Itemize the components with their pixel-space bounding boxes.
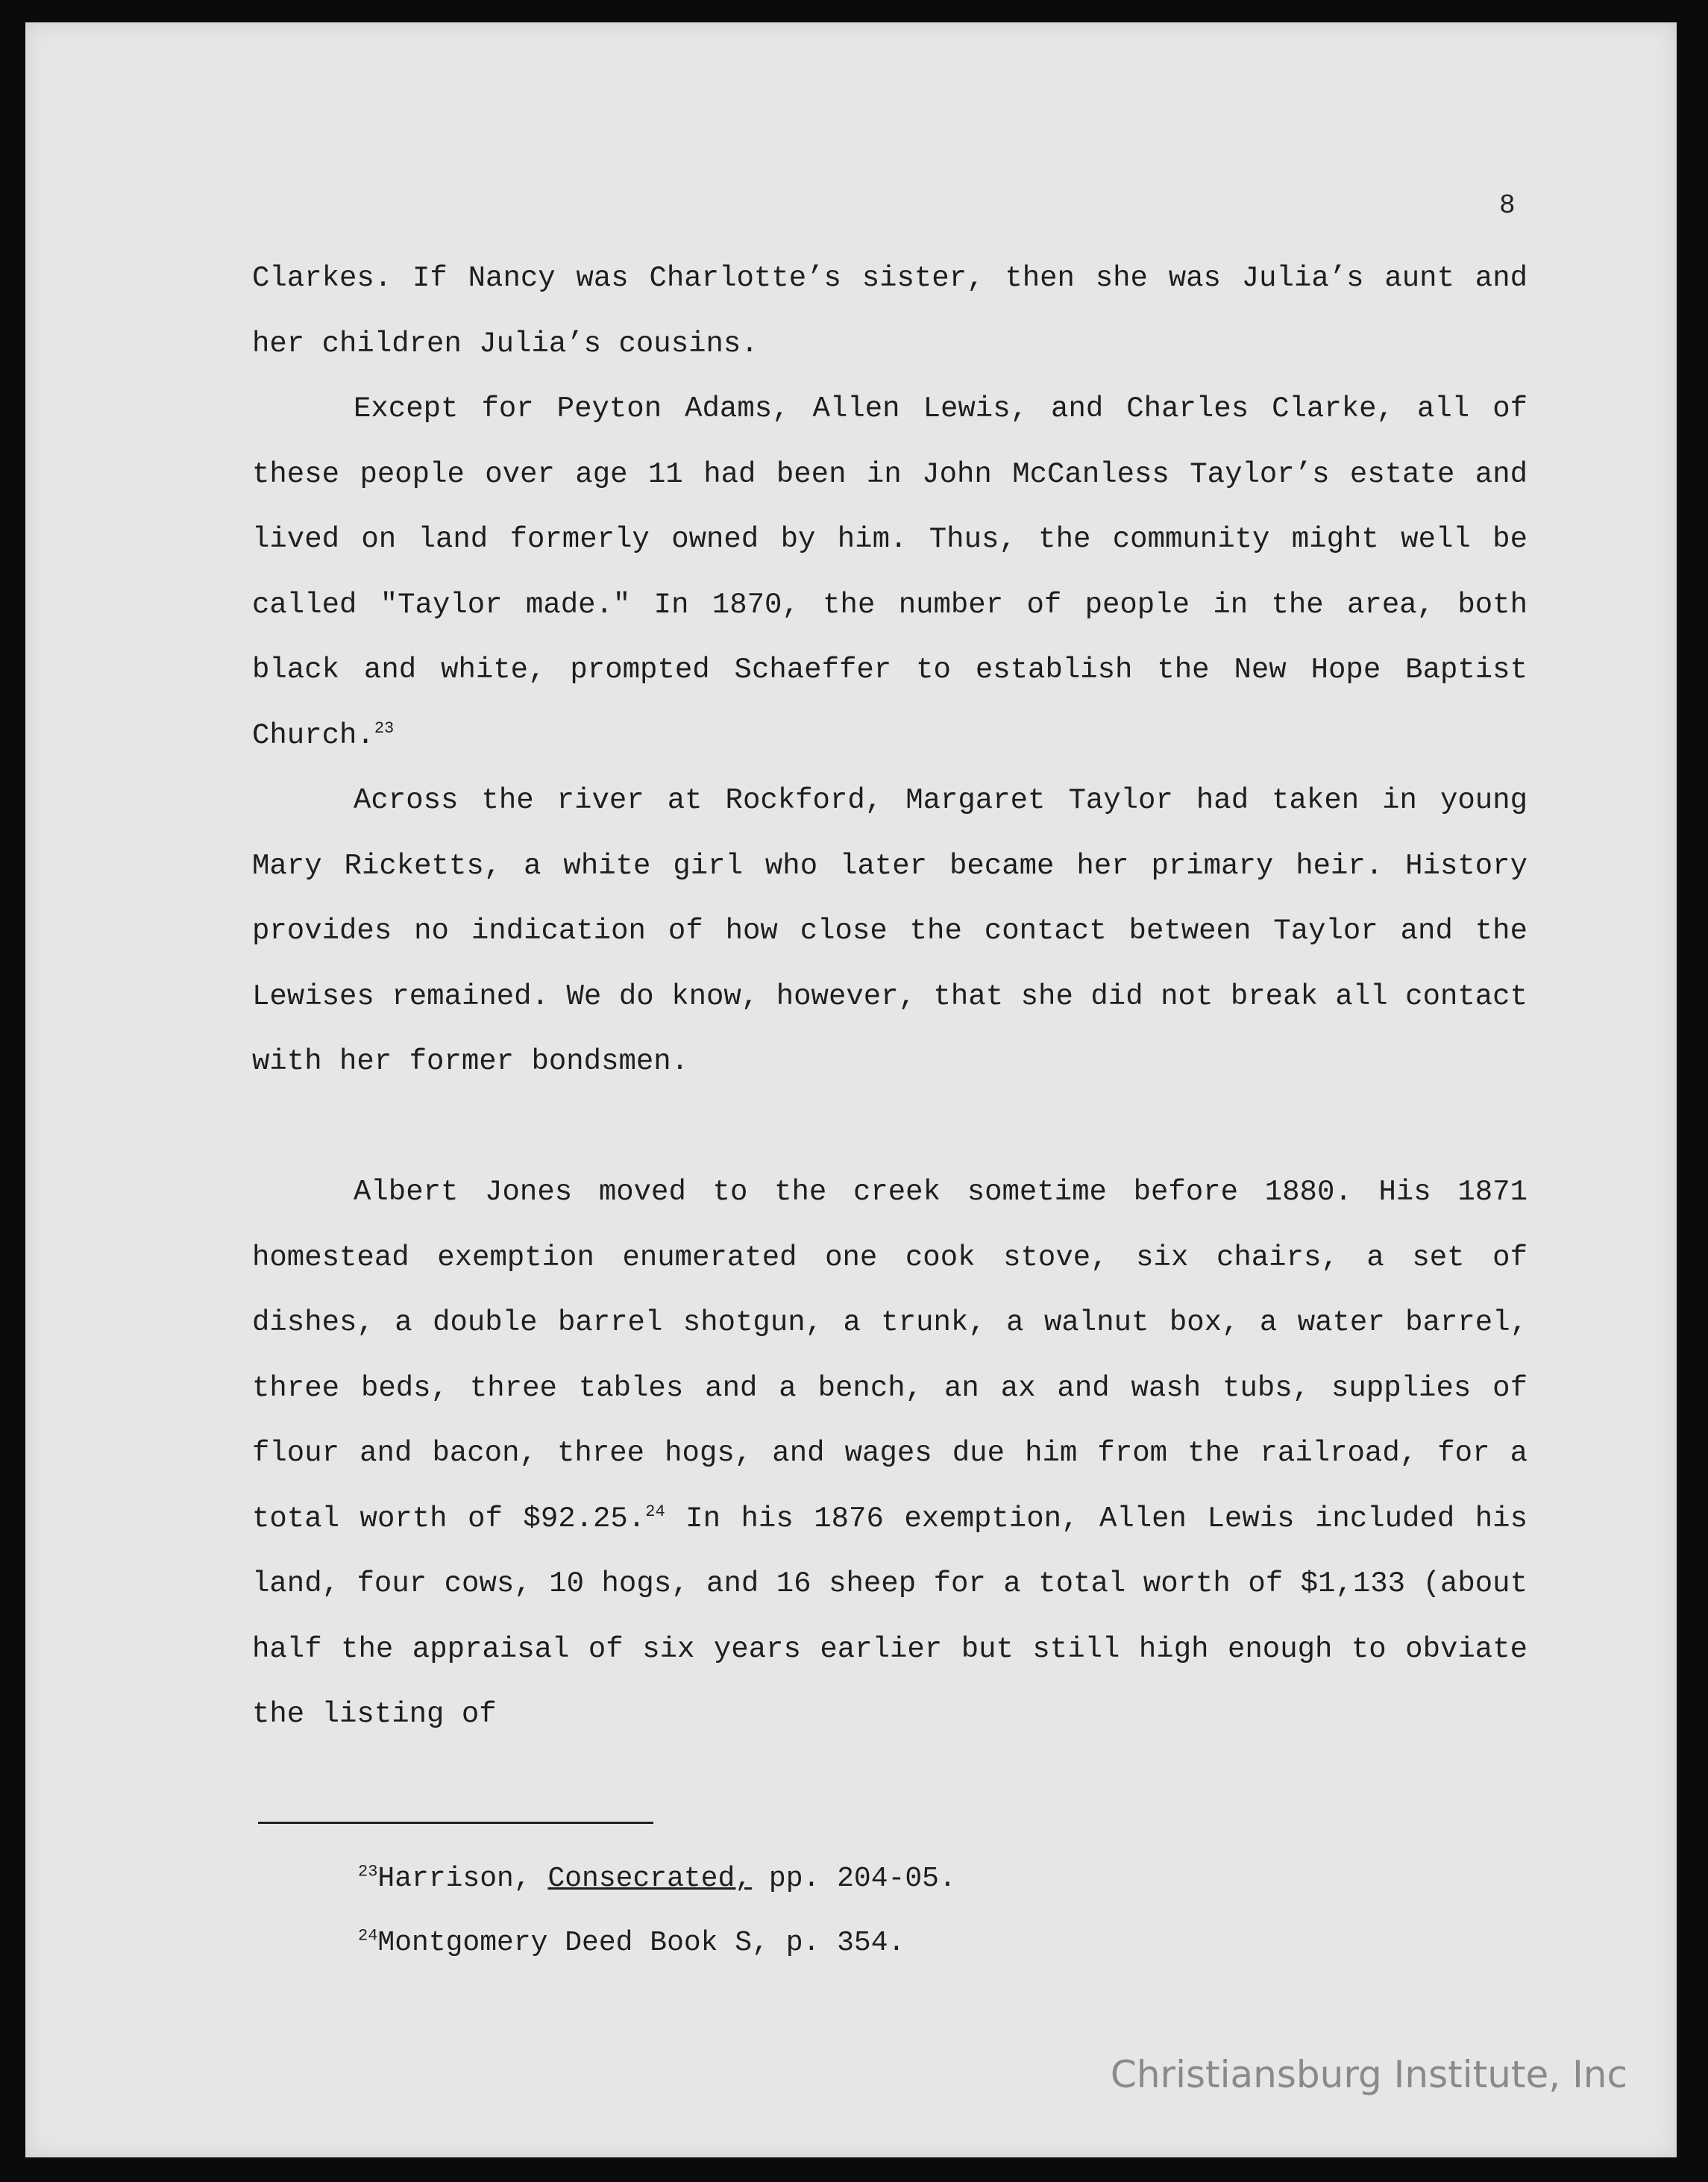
footnote-ref: 23 — [374, 718, 395, 738]
footnote-separator — [258, 1822, 653, 1824]
footnote-ref: 24 — [645, 1502, 665, 1521]
body-text — [252, 246, 1528, 1748]
paragraph-text: Across the river at Rockford, Margaret Taylor had taken in young Mary Ricketts, a white girl who later became her primary heir. History provides no indication of how close the contact between Taylor and the Lewises remained. We do know, however, that she did not break all contact with her former bondsmen. — [252, 784, 1528, 1078]
footnote-author: Harrison, — [377, 1863, 548, 1895]
footnote-number: 24 — [358, 1926, 378, 1946]
paragraph — [252, 246, 1528, 377]
footnote-author: Montgomery Deed Book S, p. 354. — [377, 1927, 905, 1959]
paragraph-text: Clarkes. If Nancy was Charlotte’s sister, then she was Julia’s aunt and her children Julia’s cousins. — [252, 262, 1528, 360]
footnote-pages: pp. 204-05. — [752, 1863, 956, 1895]
footnote-number: 23 — [358, 1862, 378, 1881]
footnote — [358, 1911, 956, 1975]
watermark: Christiansburg Institute, Inc — [1110, 2053, 1627, 2096]
paragraph — [252, 377, 1528, 768]
paragraph-text: Except for Peyton Adams, Allen Lewis, and Charles Clarke, all of these people over age 11 had been in John McCanless Taylor’s estate and lived on land formerly owned by him. Thus, the community might well be called "Taylor made." In 1870, the number of people in the area, both black and white, prompted Schaeffer to establish the New Hope Baptist Church. — [252, 392, 1528, 752]
page-number: 8 — [1499, 190, 1516, 221]
footnotes — [358, 1847, 956, 1975]
section-gap — [252, 1095, 1528, 1161]
paragraph — [252, 1160, 1528, 1748]
paragraph-text: Albert Jones moved to the creek sometime before 1880. His 1871 homestead exemption enumerated one cook stove, six chairs, a set of dishes, a double barrel shotgun, a trunk, a walnut box, a water barrel, three beds, three tables and a bench, an ax and wash tubs, supplies of flour and bacon, three hogs, and wages due him from the railroad, for a total worth of $92.25. — [252, 1176, 1528, 1535]
paragraph — [252, 768, 1528, 1095]
footnote-title: Consecrated, — [547, 1863, 753, 1895]
footnote — [358, 1847, 956, 1911]
paragraph-text: In his 1876 exemption, Allen Lewis included his land, four cows, 10 hogs, and 16 sheep for a total worth of $1,133 (about half the appraisal of six years earlier but still high enough to obviate the listing of — [252, 1502, 1528, 1731]
